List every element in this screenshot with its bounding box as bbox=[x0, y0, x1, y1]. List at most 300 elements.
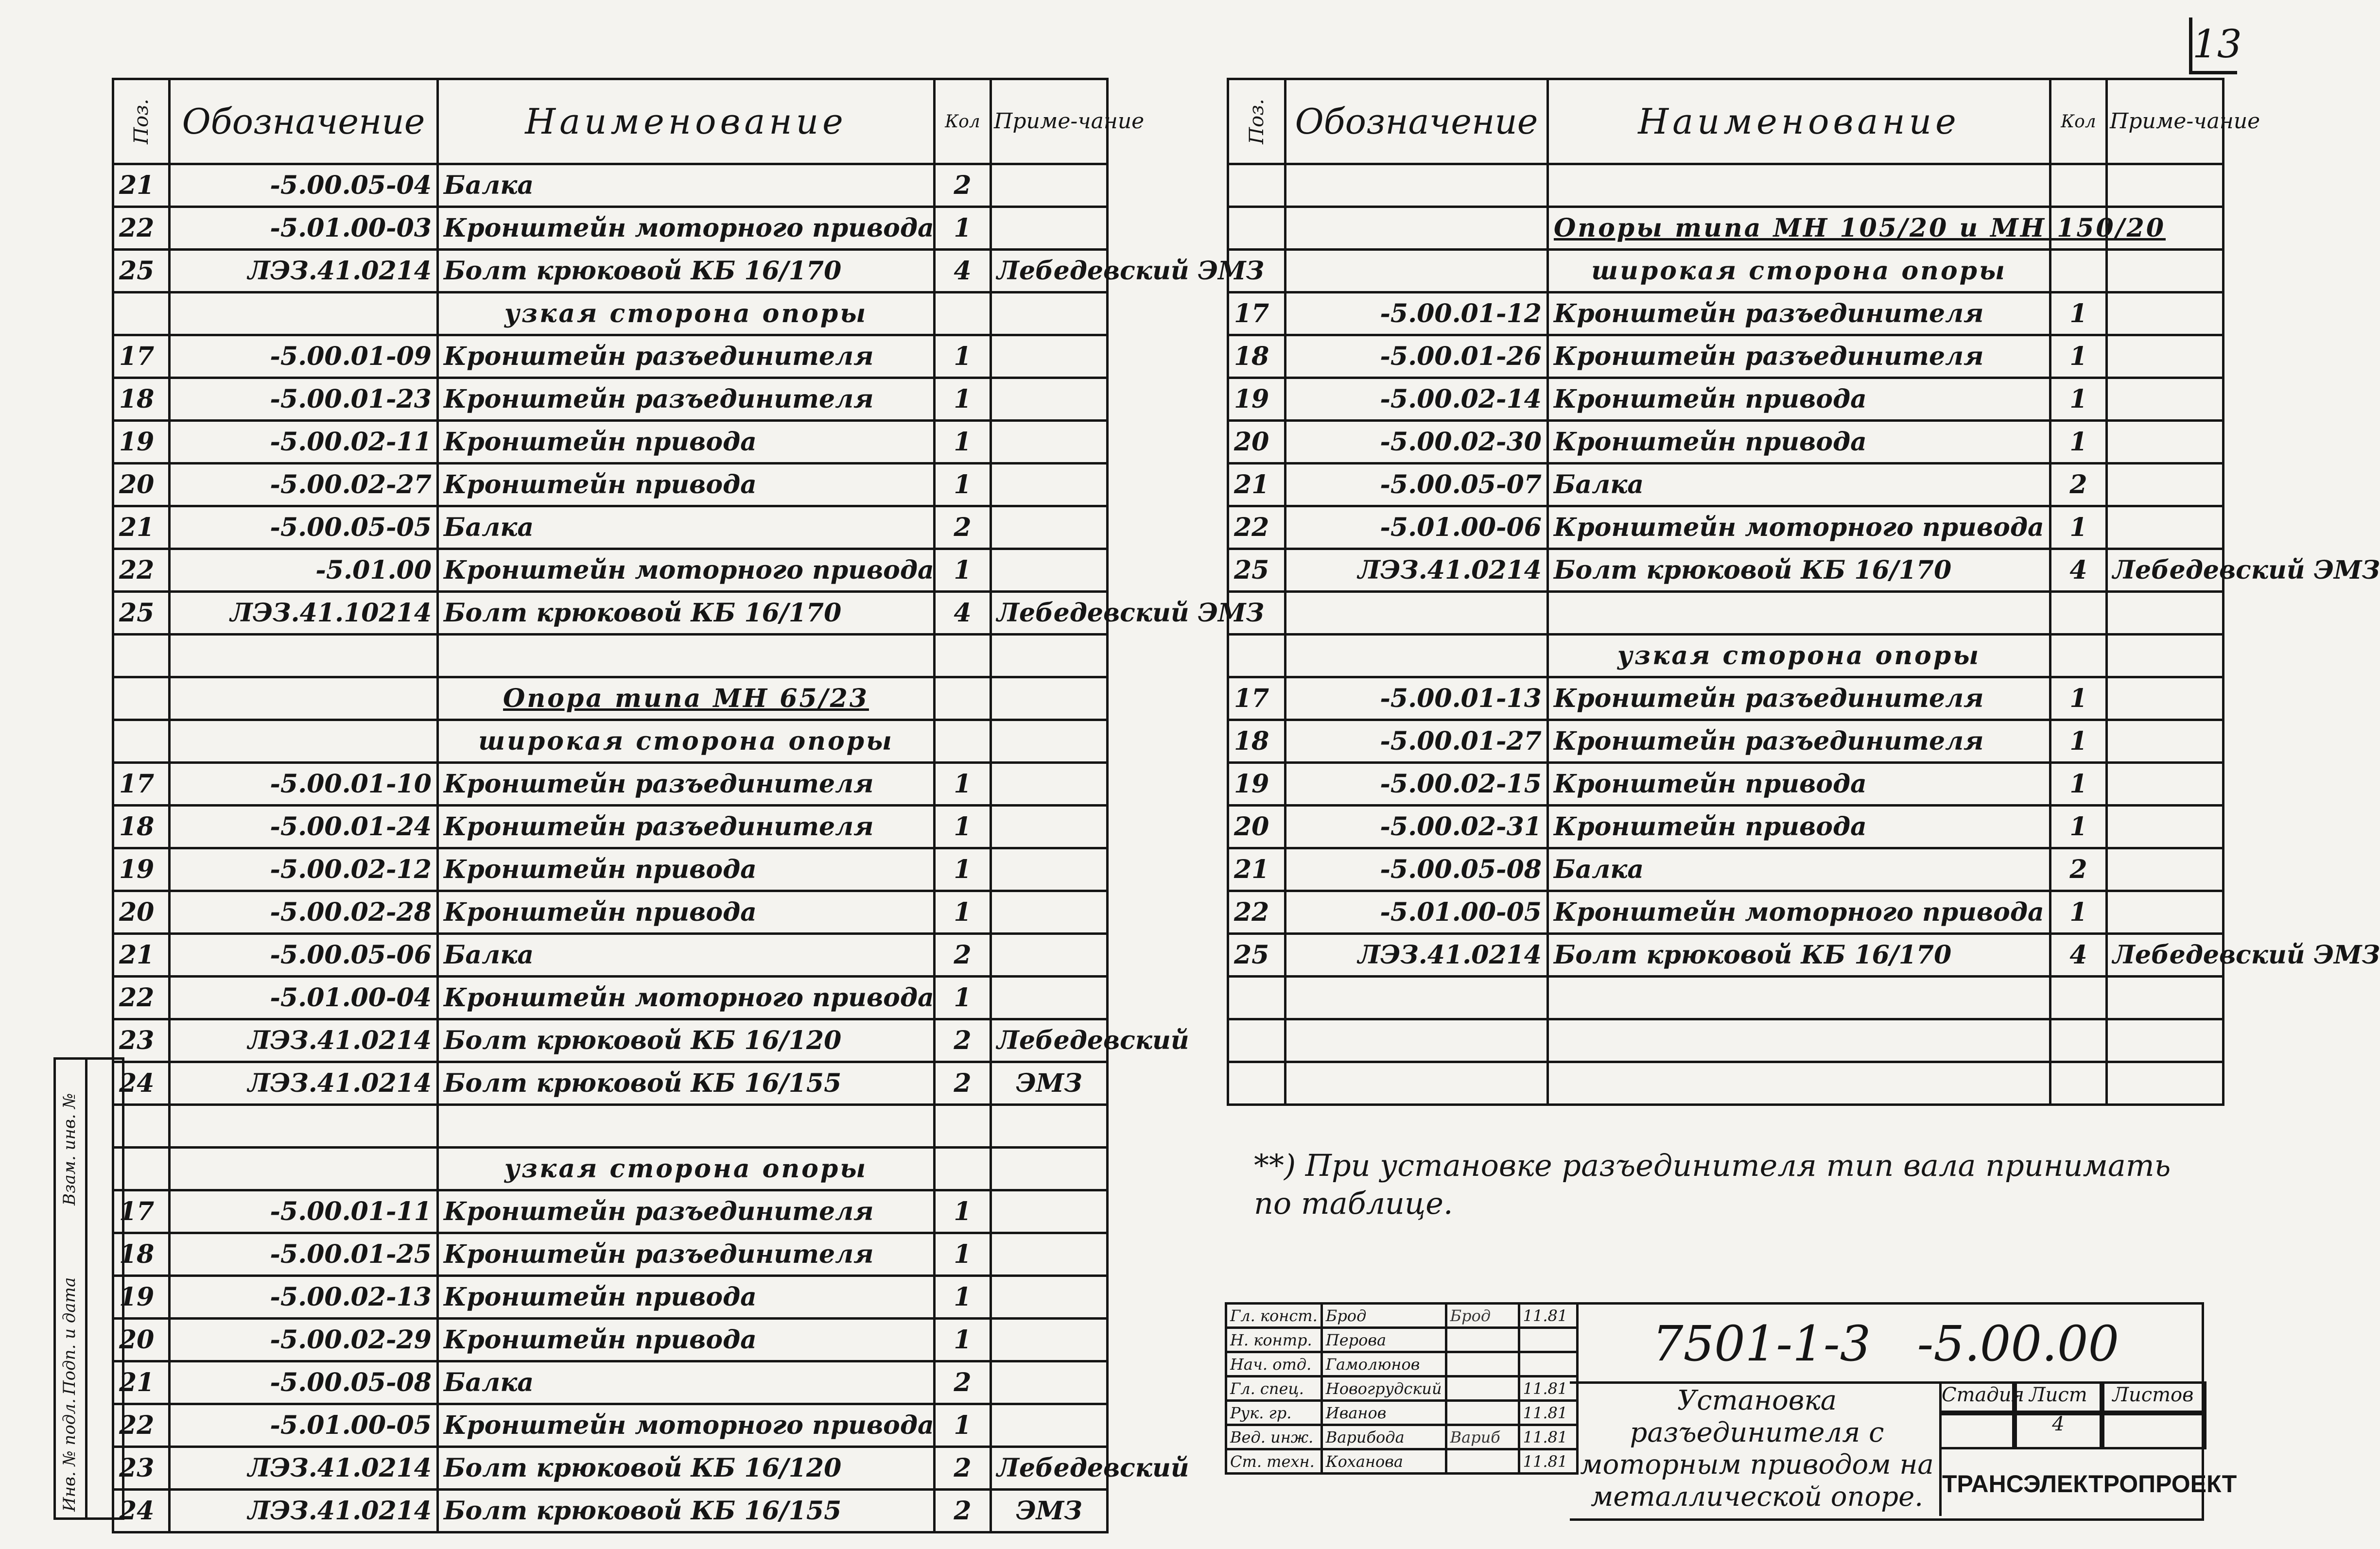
note-cell: Лебедевский ЭМЗ bbox=[2107, 934, 2224, 977]
position-cell: 19 bbox=[1228, 763, 1286, 806]
spec-table-right bbox=[1227, 78, 2380, 1106]
sheets-label: Листов bbox=[2100, 1381, 2206, 1415]
quantity-cell: 1 bbox=[935, 335, 991, 378]
header-qty: Кол bbox=[2050, 79, 2107, 164]
empty-cell bbox=[113, 677, 170, 720]
table-row bbox=[113, 934, 1108, 977]
side-label-inv: Инв. № подл. bbox=[60, 1398, 79, 1512]
position-cell: 20 bbox=[113, 891, 170, 934]
quantity-cell: 1 bbox=[2050, 677, 2107, 720]
note-cell bbox=[991, 1361, 1108, 1404]
designation-cell: ЛЭЗ.41.0214 bbox=[170, 1447, 438, 1490]
quantity-cell: 2 bbox=[2050, 848, 2107, 891]
sheets-value bbox=[2100, 1411, 2206, 1449]
empty-cell bbox=[1548, 977, 2050, 1019]
table-row bbox=[113, 977, 1108, 1019]
position-cell: 22 bbox=[1228, 506, 1286, 549]
empty-cell bbox=[113, 720, 170, 763]
table-row bbox=[113, 207, 1108, 250]
empty-cell bbox=[2107, 977, 2224, 1019]
position-cell: 24 bbox=[113, 1062, 170, 1105]
sheet-value: 4 bbox=[2012, 1411, 2104, 1449]
note-cell: ЭМЗ bbox=[991, 1490, 1108, 1532]
table-row bbox=[113, 720, 1108, 763]
designation-cell: -5.00.01-09 bbox=[170, 335, 438, 378]
section-heading bbox=[438, 677, 935, 720]
position-cell: 21 bbox=[113, 1361, 170, 1404]
empty-cell bbox=[2050, 592, 2107, 635]
designation-cell: ЛЭЗ.41.0214 bbox=[170, 1019, 438, 1062]
document-number: 7501-1-3 -5.00.00 bbox=[1652, 1315, 2119, 1372]
designation-cell: -5.01.00-06 bbox=[1286, 506, 1548, 549]
section-heading bbox=[438, 293, 935, 335]
quantity-cell: 2 bbox=[2050, 464, 2107, 506]
section-heading-text: узкая сторона опоры bbox=[1617, 641, 1981, 671]
stamp-row bbox=[1226, 1328, 1578, 1352]
table-row bbox=[113, 335, 1108, 378]
position-cell: 18 bbox=[113, 378, 170, 421]
position-cell: 21 bbox=[113, 506, 170, 549]
empty-cell bbox=[1228, 1019, 1286, 1062]
quantity-cell: 2 bbox=[935, 1062, 991, 1105]
table-row bbox=[113, 1447, 1108, 1490]
table-row bbox=[113, 635, 1108, 677]
section-heading-text: широкая сторона опоры bbox=[1591, 256, 2007, 286]
stamp-date: 11.81 bbox=[1519, 1377, 1577, 1401]
stamp-signature bbox=[1446, 1352, 1519, 1377]
note-cell bbox=[991, 934, 1108, 977]
stamp-row bbox=[1226, 1304, 1578, 1328]
empty-cell bbox=[2107, 592, 2224, 635]
empty-cell bbox=[1228, 1062, 1286, 1105]
empty-cell bbox=[170, 677, 438, 720]
table-row bbox=[1228, 293, 2224, 335]
table-row bbox=[1228, 1062, 2224, 1105]
empty-cell bbox=[2050, 1062, 2107, 1105]
stamp-row bbox=[1226, 1401, 1578, 1425]
table-row bbox=[1228, 164, 2224, 207]
empty-cell bbox=[1286, 592, 1548, 635]
note-cell bbox=[2107, 763, 2224, 806]
stamp-row bbox=[1226, 1377, 1578, 1401]
quantity-cell: 1 bbox=[935, 763, 991, 806]
name-cell: Кронштейн разъединителя bbox=[438, 1233, 935, 1276]
table-row bbox=[1228, 806, 2224, 848]
quantity-cell: 1 bbox=[2050, 378, 2107, 421]
table-row bbox=[1228, 763, 2224, 806]
drawing-title: Установка разъединителя с моторным приводом на металлической опоре. bbox=[1580, 1385, 1934, 1513]
quantity-cell: 1 bbox=[935, 1233, 991, 1276]
name-cell: Кронштейн привода bbox=[438, 848, 935, 891]
position-cell: 22 bbox=[113, 1404, 170, 1447]
quantity-cell: 1 bbox=[935, 1404, 991, 1447]
quantity-cell: 2 bbox=[935, 934, 991, 977]
empty-cell bbox=[1548, 1062, 2050, 1105]
table-row bbox=[1228, 592, 2224, 635]
position-cell: 25 bbox=[113, 592, 170, 635]
position-cell: 17 bbox=[113, 763, 170, 806]
note-cell bbox=[991, 1190, 1108, 1233]
empty-cell bbox=[2050, 977, 2107, 1019]
quantity-cell: 1 bbox=[935, 1319, 991, 1361]
quantity-cell: 1 bbox=[2050, 891, 2107, 934]
quantity-cell: 1 bbox=[935, 848, 991, 891]
designation-cell: -5.00.01-23 bbox=[170, 378, 438, 421]
name-cell: Болт крюковой КБ 16/170 bbox=[1548, 549, 2050, 592]
designation-cell: -5.00.02-31 bbox=[1286, 806, 1548, 848]
side-label-sign: Подп. и дата bbox=[60, 1277, 79, 1395]
quantity-cell: 2 bbox=[935, 164, 991, 207]
designation-cell: -5.00.01-11 bbox=[170, 1190, 438, 1233]
section-heading bbox=[438, 1148, 935, 1190]
table-row bbox=[113, 1190, 1108, 1233]
note-cell bbox=[991, 1404, 1108, 1447]
table-row bbox=[1228, 207, 2224, 250]
designation-cell: ЛЭЗ.41.0214 bbox=[1286, 549, 1548, 592]
position-cell: 17 bbox=[113, 335, 170, 378]
empty-cell bbox=[991, 677, 1108, 720]
table-row bbox=[113, 378, 1108, 421]
note-cell bbox=[991, 549, 1108, 592]
designation-cell: -5.00.01-24 bbox=[170, 806, 438, 848]
empty-cell bbox=[1286, 977, 1548, 1019]
position-cell: 17 bbox=[1228, 293, 1286, 335]
position-cell: 23 bbox=[113, 1447, 170, 1490]
stamp-role: Рук. гр. bbox=[1226, 1401, 1322, 1425]
position-cell: 18 bbox=[1228, 335, 1286, 378]
table-row bbox=[113, 1490, 1108, 1532]
note-cell bbox=[2107, 421, 2224, 464]
note-cell: Лебедевский ЭМЗ bbox=[991, 250, 1108, 293]
quantity-cell: 1 bbox=[935, 1276, 991, 1319]
empty-cell bbox=[113, 635, 170, 677]
stamp-signature: Вариб bbox=[1446, 1425, 1519, 1449]
name-cell: Кронштейн разъединителя bbox=[1548, 720, 2050, 763]
table-row bbox=[113, 1276, 1108, 1319]
note-cell bbox=[991, 763, 1108, 806]
quantity-cell: 1 bbox=[935, 378, 991, 421]
note-cell bbox=[991, 421, 1108, 464]
name-cell: Кронштейн моторного привода bbox=[438, 549, 935, 592]
quantity-cell: 1 bbox=[935, 1190, 991, 1233]
quantity-cell: 2 bbox=[935, 1019, 991, 1062]
stamp-role: Гл. конст. bbox=[1226, 1304, 1322, 1328]
empty-cell bbox=[1548, 592, 2050, 635]
position-cell: 21 bbox=[113, 164, 170, 207]
table-row bbox=[113, 1019, 1108, 1062]
empty-cell bbox=[1228, 977, 1286, 1019]
empty-cell bbox=[1286, 1062, 1548, 1105]
empty-cell bbox=[935, 677, 991, 720]
quantity-cell: 1 bbox=[2050, 720, 2107, 763]
stamp-surname: Гамолюнов bbox=[1321, 1352, 1446, 1377]
quantity-cell: 1 bbox=[2050, 335, 2107, 378]
note-cell bbox=[2107, 506, 2224, 549]
stamp-signature: Брод bbox=[1446, 1304, 1519, 1328]
stage-label: Стадия bbox=[1939, 1381, 2017, 1415]
section-heading-text: узкая сторона опоры bbox=[504, 299, 868, 328]
designation-cell: -5.00.05-06 bbox=[170, 934, 438, 977]
position-cell: 18 bbox=[113, 806, 170, 848]
empty-cell bbox=[1286, 207, 1548, 250]
section-heading bbox=[1548, 635, 2050, 677]
empty-cell bbox=[170, 1148, 438, 1190]
table-row bbox=[113, 250, 1108, 293]
stamp-signature bbox=[1446, 1449, 1519, 1474]
quantity-cell: 1 bbox=[2050, 421, 2107, 464]
stamp-surname: Иванов bbox=[1321, 1401, 1446, 1425]
name-cell: Кронштейн привода bbox=[438, 464, 935, 506]
table-row bbox=[113, 506, 1108, 549]
designation-cell: -5.00.01-13 bbox=[1286, 677, 1548, 720]
empty-cell bbox=[2107, 250, 2224, 293]
empty-cell bbox=[935, 1148, 991, 1190]
table-row bbox=[113, 891, 1108, 934]
table-row bbox=[113, 677, 1108, 720]
position-cell: 24 bbox=[113, 1490, 170, 1532]
note-cell bbox=[991, 464, 1108, 506]
empty-cell bbox=[113, 293, 170, 335]
stamp-surname: Новогрудский bbox=[1321, 1377, 1446, 1401]
note-cell bbox=[991, 1319, 1108, 1361]
quantity-cell: 1 bbox=[935, 421, 991, 464]
note-cell bbox=[991, 806, 1108, 848]
note-cell bbox=[991, 506, 1108, 549]
table-row bbox=[1228, 677, 2224, 720]
empty-cell bbox=[935, 293, 991, 335]
position-cell: 18 bbox=[1228, 720, 1286, 763]
table-row bbox=[113, 1404, 1108, 1447]
empty-cell bbox=[1548, 164, 2050, 207]
name-cell: Кронштейн разъединителя bbox=[1548, 677, 2050, 720]
table-row bbox=[1228, 378, 2224, 421]
empty-cell bbox=[170, 635, 438, 677]
stamp-date bbox=[1519, 1352, 1577, 1377]
name-cell: Кронштейн привода bbox=[1548, 763, 2050, 806]
table-row bbox=[1228, 464, 2224, 506]
quantity-cell: 2 bbox=[935, 1361, 991, 1404]
quantity-cell: 1 bbox=[2050, 763, 2107, 806]
designation-cell: -5.00.01-25 bbox=[170, 1233, 438, 1276]
name-cell: Кронштейн разъединителя bbox=[438, 806, 935, 848]
side-label-replace: Взам. инв. № bbox=[60, 1093, 79, 1205]
section-heading-text: широкая сторона опоры bbox=[478, 726, 894, 756]
name-cell: Болт крюковой КБ 16/170 bbox=[438, 250, 935, 293]
quantity-cell: 1 bbox=[935, 464, 991, 506]
quantity-cell: 1 bbox=[935, 549, 991, 592]
table-row bbox=[113, 549, 1108, 592]
header-name: Наименование bbox=[438, 79, 935, 164]
note-cell bbox=[991, 207, 1108, 250]
stamp-role: Н. контр. bbox=[1226, 1328, 1322, 1352]
footnote: **) При установке разъединителя тип вала принимать по таблице. bbox=[1254, 1148, 2171, 1221]
empty-cell bbox=[2107, 635, 2224, 677]
designation-cell: -5.00.02-14 bbox=[1286, 378, 1548, 421]
name-cell: Кронштейн привода bbox=[438, 1276, 935, 1319]
note-cell bbox=[2107, 720, 2224, 763]
empty-cell bbox=[991, 293, 1108, 335]
sheet-label: Лист bbox=[2012, 1381, 2104, 1415]
name-cell: Болт крюковой КБ 16/170 bbox=[438, 592, 935, 635]
table-row bbox=[1228, 250, 2224, 293]
header-note: Приме-чание bbox=[2107, 79, 2224, 164]
empty-cell bbox=[991, 635, 1108, 677]
quantity-cell: 2 bbox=[935, 506, 991, 549]
quantity-cell: 1 bbox=[2050, 506, 2107, 549]
designation-cell: -5.00.01-26 bbox=[1286, 335, 1548, 378]
stamp-signature bbox=[1446, 1377, 1519, 1401]
position-cell: 19 bbox=[113, 421, 170, 464]
stamp-role: Гл. спец. bbox=[1226, 1377, 1322, 1401]
empty-cell bbox=[1286, 1019, 1548, 1062]
header-designation: Обозначение bbox=[1286, 79, 1548, 164]
name-cell: Кронштейн моторного привода bbox=[1548, 891, 2050, 934]
name-cell: Кронштейн привода bbox=[438, 1319, 935, 1361]
position-cell: 21 bbox=[113, 934, 170, 977]
empty-cell bbox=[438, 635, 935, 677]
section-heading bbox=[1548, 250, 2050, 293]
name-cell: Кронштейн привода bbox=[1548, 806, 2050, 848]
name-cell: Болт крюковой КБ 16/170 bbox=[1548, 934, 2050, 977]
empty-cell bbox=[2050, 250, 2107, 293]
table-row bbox=[113, 763, 1108, 806]
empty-cell bbox=[1286, 635, 1548, 677]
note-cell: ЭМЗ bbox=[991, 1062, 1108, 1105]
empty-cell bbox=[991, 1148, 1108, 1190]
name-cell: Кронштейн разъединителя bbox=[1548, 293, 2050, 335]
stamp-role: Нач. отд. bbox=[1226, 1352, 1322, 1377]
position-cell: 21 bbox=[1228, 848, 1286, 891]
name-cell: Балка bbox=[438, 934, 935, 977]
name-cell: Кронштейн разъединителя bbox=[438, 378, 935, 421]
table-row bbox=[1228, 977, 2224, 1019]
empty-cell bbox=[170, 720, 438, 763]
name-cell: Кронштейн моторного привода bbox=[438, 1404, 935, 1447]
designation-cell: -5.01.00 bbox=[170, 549, 438, 592]
table-row bbox=[113, 164, 1108, 207]
stamp-date: 11.81 bbox=[1519, 1425, 1577, 1449]
designation-cell: ЛЭЗ.41.10214 bbox=[170, 592, 438, 635]
title-block-signatures bbox=[1225, 1302, 1579, 1475]
empty-cell bbox=[991, 720, 1108, 763]
table-row bbox=[1228, 506, 2224, 549]
stamp-surname: Коханова bbox=[1321, 1449, 1446, 1474]
name-cell: Болт крюковой КБ 16/120 bbox=[438, 1019, 935, 1062]
position-cell: 25 bbox=[1228, 934, 1286, 977]
note-cell: Лебедевский ЭМЗ bbox=[991, 592, 1108, 635]
empty-cell bbox=[935, 1105, 991, 1148]
table-row bbox=[113, 464, 1108, 506]
note-cell bbox=[2107, 378, 2224, 421]
position-cell: 22 bbox=[113, 207, 170, 250]
position-cell: 22 bbox=[1228, 891, 1286, 934]
name-cell: Болт крюковой КБ 16/120 bbox=[438, 1447, 935, 1490]
table-row bbox=[1228, 720, 2224, 763]
table-row bbox=[113, 421, 1108, 464]
position-cell: 23 bbox=[113, 1019, 170, 1062]
designation-cell: -5.00.05-07 bbox=[1286, 464, 1548, 506]
stamp-date bbox=[1519, 1328, 1577, 1352]
company-name: ТРАНСЭЛЕКТРОПРОЕКТ bbox=[1942, 1447, 2202, 1518]
note-cell bbox=[2107, 464, 2224, 506]
table-row bbox=[1228, 335, 2224, 378]
header-note: Приме-чание bbox=[991, 79, 1108, 164]
stamp-signature bbox=[1446, 1401, 1519, 1425]
header-designation: Обозначение bbox=[170, 79, 438, 164]
position-cell: 21 bbox=[1228, 464, 1286, 506]
name-cell: Кронштейн разъединителя bbox=[438, 335, 935, 378]
section-heading bbox=[438, 720, 935, 763]
note-cell bbox=[991, 848, 1108, 891]
stamp-row bbox=[1226, 1425, 1578, 1449]
note-cell bbox=[991, 378, 1108, 421]
empty-cell bbox=[1228, 250, 1286, 293]
designation-cell: -5.01.00-05 bbox=[1286, 891, 1548, 934]
name-cell: Балка bbox=[1548, 464, 2050, 506]
note-cell bbox=[991, 977, 1108, 1019]
designation-cell: -5.01.00-05 bbox=[170, 1404, 438, 1447]
empty-cell bbox=[1286, 164, 1548, 207]
stage-value bbox=[1939, 1411, 2017, 1449]
name-cell: Кронштейн привода bbox=[438, 891, 935, 934]
note-cell bbox=[2107, 806, 2224, 848]
empty-cell bbox=[2107, 1062, 2224, 1105]
empty-cell bbox=[1286, 250, 1548, 293]
name-cell: Балка bbox=[1548, 848, 2050, 891]
stamp-date: 11.81 bbox=[1519, 1401, 1577, 1425]
stamp-row bbox=[1226, 1352, 1578, 1377]
note-cell bbox=[991, 335, 1108, 378]
quantity-cell: 4 bbox=[2050, 934, 2107, 977]
empty-cell bbox=[1228, 592, 1286, 635]
position-cell: 17 bbox=[113, 1190, 170, 1233]
stamp-surname: Перова bbox=[1321, 1328, 1446, 1352]
stamp-date: 11.81 bbox=[1519, 1449, 1577, 1474]
stamp-role: Вед. инж. bbox=[1226, 1425, 1322, 1449]
header-pos: Поз. bbox=[1228, 79, 1286, 164]
section-heading bbox=[1548, 207, 2166, 250]
header-pos: Поз. bbox=[113, 79, 170, 164]
table-row bbox=[1228, 549, 2224, 592]
note-cell bbox=[991, 1233, 1108, 1276]
name-cell: Кронштейн моторного привода bbox=[438, 977, 935, 1019]
position-cell: 22 bbox=[113, 549, 170, 592]
table-row bbox=[113, 1062, 1108, 1105]
designation-cell: -5.00.02-12 bbox=[170, 848, 438, 891]
note-cell bbox=[2107, 891, 2224, 934]
designation-cell: -5.00.02-28 bbox=[170, 891, 438, 934]
table-row bbox=[113, 1105, 1108, 1148]
quantity-cell: 1 bbox=[2050, 806, 2107, 848]
designation-cell: -5.00.05-08 bbox=[170, 1361, 438, 1404]
note-cell: Лебедевский bbox=[991, 1019, 1108, 1062]
name-cell: Кронштейн моторного привода bbox=[1548, 506, 2050, 549]
empty-cell bbox=[2050, 1019, 2107, 1062]
designation-cell: -5.00.05-04 bbox=[170, 164, 438, 207]
note-cell bbox=[2107, 335, 2224, 378]
designation-cell: -5.00.02-15 bbox=[1286, 763, 1548, 806]
empty-cell bbox=[170, 293, 438, 335]
designation-cell: -5.00.01-27 bbox=[1286, 720, 1548, 763]
designation-cell: -5.00.02-29 bbox=[170, 1319, 438, 1361]
position-cell: 20 bbox=[1228, 421, 1286, 464]
stamp-role: Ст. техн. bbox=[1226, 1449, 1322, 1474]
empty-cell bbox=[935, 635, 991, 677]
stamp-row bbox=[1226, 1449, 1578, 1474]
designation-cell: -5.00.01-10 bbox=[170, 763, 438, 806]
name-cell: Кронштейн привода bbox=[438, 421, 935, 464]
position-cell: 19 bbox=[113, 1276, 170, 1319]
